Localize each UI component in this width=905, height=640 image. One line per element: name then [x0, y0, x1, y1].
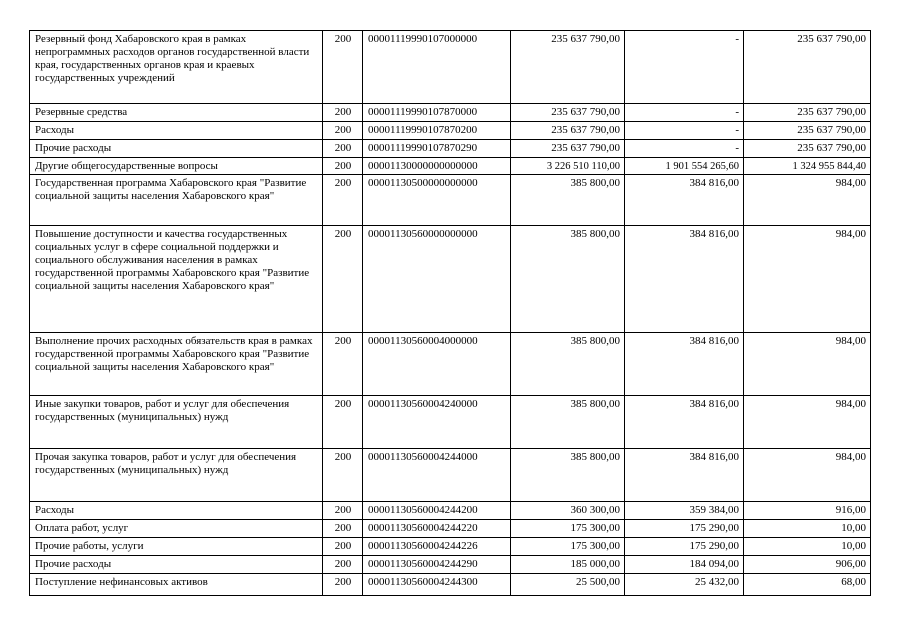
row-approved-cell: 385 800,00	[511, 449, 625, 502]
row-unexecuted-cell: 984,00	[744, 175, 871, 226]
row-unexecuted-cell: 68,00	[744, 574, 871, 596]
row-unexecuted-cell: 10,00	[744, 520, 871, 538]
row-code-cell: 200	[323, 556, 363, 574]
row-kbk-cell: 00001130560004244300	[363, 574, 511, 596]
row-name-cell: Оплата работ, услуг	[30, 520, 323, 538]
row-code-cell: 200	[323, 538, 363, 556]
row-executed-cell: 175 290,00	[625, 538, 744, 556]
row-approved-cell: 3 226 510 110,00	[511, 158, 625, 175]
row-name-cell: Расходы	[30, 502, 323, 520]
row-name-cell: Прочие расходы	[30, 556, 323, 574]
row-unexecuted-cell: 984,00	[744, 226, 871, 333]
row-unexecuted-cell: 984,00	[744, 449, 871, 502]
table-row	[30, 556, 871, 574]
row-kbk-cell: 00001130560004244220	[363, 520, 511, 538]
row-executed-cell: 384 816,00	[625, 175, 744, 226]
row-code-cell: 200	[323, 226, 363, 333]
row-code-cell: 200	[323, 333, 363, 396]
row-executed-cell: -	[625, 104, 744, 122]
table-row	[30, 140, 871, 158]
row-name-cell: Поступление нефинансовых активов	[30, 574, 323, 596]
table-row	[30, 104, 871, 122]
row-unexecuted-cell: 235 637 790,00	[744, 104, 871, 122]
row-name-cell: Иные закупки товаров, работ и услуг для обеспечения государственных (муниципальных) нужд	[30, 396, 323, 449]
row-approved-cell: 175 300,00	[511, 538, 625, 556]
row-executed-cell: 384 816,00	[625, 396, 744, 449]
row-unexecuted-cell: 984,00	[744, 333, 871, 396]
row-kbk-cell: 00001130560004244200	[363, 502, 511, 520]
row-approved-cell: 175 300,00	[511, 520, 625, 538]
row-name-cell: Прочие расходы	[30, 140, 323, 158]
table-body	[30, 31, 871, 596]
row-kbk-cell: 00001119990107870290	[363, 140, 511, 158]
row-kbk-cell: 00001130560004244000	[363, 449, 511, 502]
row-code-cell: 200	[323, 122, 363, 140]
table-row	[30, 333, 871, 396]
row-name-cell: Резервные средства	[30, 104, 323, 122]
row-approved-cell: 385 800,00	[511, 175, 625, 226]
row-executed-cell: -	[625, 31, 744, 104]
row-unexecuted-cell: 10,00	[744, 538, 871, 556]
row-code-cell: 200	[323, 158, 363, 175]
row-code-cell: 200	[323, 396, 363, 449]
row-code-cell: 200	[323, 140, 363, 158]
row-approved-cell: 25 500,00	[511, 574, 625, 596]
row-approved-cell: 360 300,00	[511, 502, 625, 520]
row-executed-cell: 1 901 554 265,60	[625, 158, 744, 175]
row-approved-cell: 385 800,00	[511, 396, 625, 449]
row-executed-cell: 384 816,00	[625, 226, 744, 333]
table-row	[30, 574, 871, 596]
row-kbk-cell: 00001119990107000000	[363, 31, 511, 104]
row-name-cell: Выполнение прочих расходных обязательств края в рамках государственной программы Хабаровского края "Развитие социальной защиты населения Хабаровского края"	[30, 333, 323, 396]
row-code-cell: 200	[323, 449, 363, 502]
row-name-cell: Государственная программа Хабаровского края "Развитие социальной защиты населения Хабаровского края"	[30, 175, 323, 226]
row-kbk-cell: 00001130560004244226	[363, 538, 511, 556]
row-executed-cell: 359 384,00	[625, 502, 744, 520]
table-row	[30, 226, 871, 333]
row-executed-cell: -	[625, 122, 744, 140]
row-name-cell: Повышение доступности и качества государственных социальных услуг в сфере социальной поддержки и социального обслуживания населения в рамках государственной программы Хабаровского края "Развитие социальной защиты населения Хабаровского края"	[30, 226, 323, 333]
row-code-cell: 200	[323, 104, 363, 122]
table-row	[30, 538, 871, 556]
row-approved-cell: 235 637 790,00	[511, 104, 625, 122]
row-kbk-cell: 00001130560004244290	[363, 556, 511, 574]
row-approved-cell: 235 637 790,00	[511, 31, 625, 104]
row-approved-cell: 235 637 790,00	[511, 122, 625, 140]
row-code-cell: 200	[323, 175, 363, 226]
row-kbk-cell: 00001130500000000000	[363, 175, 511, 226]
row-unexecuted-cell: 235 637 790,00	[744, 122, 871, 140]
row-name-cell: Резервный фонд Хабаровского края в рамках непрограммных расходов органов государственной власти края, государственных органов края и краевых государственных учреждений	[30, 31, 323, 104]
table-row	[30, 396, 871, 449]
row-approved-cell: 185 000,00	[511, 556, 625, 574]
row-unexecuted-cell: 235 637 790,00	[744, 31, 871, 104]
row-code-cell: 200	[323, 502, 363, 520]
row-code-cell: 200	[323, 574, 363, 596]
table-row	[30, 122, 871, 140]
budget-execution-table	[29, 30, 871, 596]
row-executed-cell: 384 816,00	[625, 449, 744, 502]
row-code-cell: 200	[323, 520, 363, 538]
row-name-cell: Прочая закупка товаров, работ и услуг для обеспечения государственных (муниципальных) нужд	[30, 449, 323, 502]
row-unexecuted-cell: 1 324 955 844,40	[744, 158, 871, 175]
row-kbk-cell: 00001119990107870200	[363, 122, 511, 140]
row-executed-cell: 384 816,00	[625, 333, 744, 396]
row-name-cell: Расходы	[30, 122, 323, 140]
row-approved-cell: 235 637 790,00	[511, 140, 625, 158]
table-row	[30, 449, 871, 502]
row-executed-cell: -	[625, 140, 744, 158]
row-kbk-cell: 00001130560000000000	[363, 226, 511, 333]
row-unexecuted-cell: 906,00	[744, 556, 871, 574]
row-kbk-cell: 00001130000000000000	[363, 158, 511, 175]
table-row	[30, 158, 871, 175]
table-row	[30, 502, 871, 520]
row-name-cell: Прочие работы, услуги	[30, 538, 323, 556]
table-row	[30, 175, 871, 226]
row-unexecuted-cell: 916,00	[744, 502, 871, 520]
row-executed-cell: 25 432,00	[625, 574, 744, 596]
row-kbk-cell: 00001130560004000000	[363, 333, 511, 396]
row-kbk-cell: 00001119990107870000	[363, 104, 511, 122]
row-approved-cell: 385 800,00	[511, 226, 625, 333]
table-row	[30, 520, 871, 538]
table-row	[30, 31, 871, 104]
row-executed-cell: 175 290,00	[625, 520, 744, 538]
row-approved-cell: 385 800,00	[511, 333, 625, 396]
row-executed-cell: 184 094,00	[625, 556, 744, 574]
row-name-cell: Другие общегосударственные вопросы	[30, 158, 323, 175]
row-unexecuted-cell: 235 637 790,00	[744, 140, 871, 158]
row-unexecuted-cell: 984,00	[744, 396, 871, 449]
row-code-cell: 200	[323, 31, 363, 104]
row-kbk-cell: 00001130560004240000	[363, 396, 511, 449]
